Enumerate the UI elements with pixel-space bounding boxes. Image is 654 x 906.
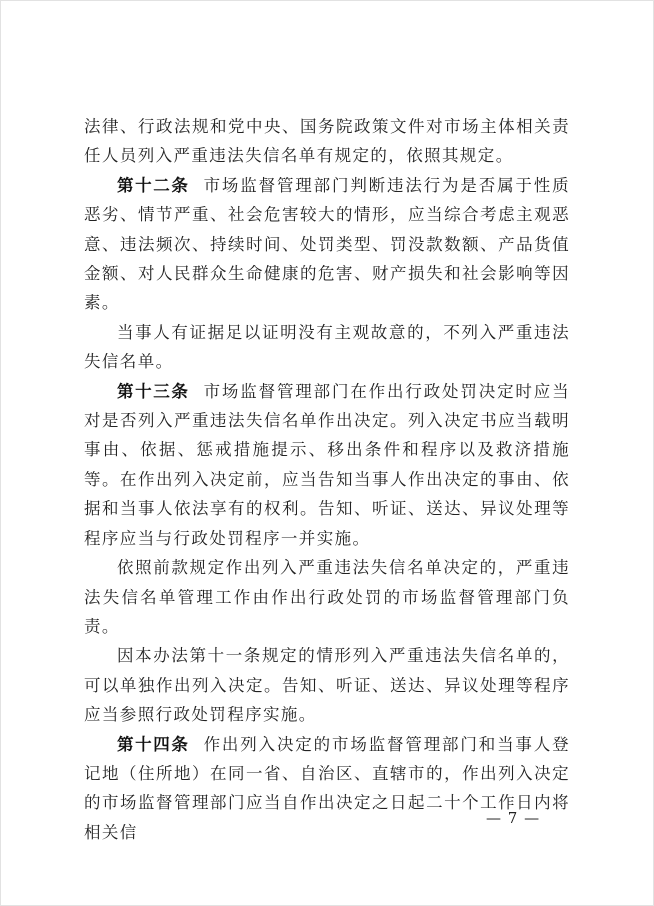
- paragraph-text: 因本办法第十一条规定的情形列入严重违法失信名单的，可以单独作出列入决定。告知、听证、送达、异议处理等程序应当参照行政处罚程序实施。: [84, 646, 570, 725]
- paragraph-1: [84, 112, 570, 171]
- article-label: 第十三条: [117, 381, 190, 401]
- paragraph-text: 法律、行政法规和党中央、国务院政策文件对市场主体相关责任人员列入严重违法失信名单有规定的，依照其规定。: [84, 117, 570, 166]
- paragraph-article-12: [84, 171, 570, 318]
- paragraph-text: 市场监督管理部门判断违法行为是否属于性质恶劣、情节严重、社会危害较大的情形，应当综合考虑主观恶意、违法频次、持续时间、处罚类型、罚没款数额、产品货值金额、对人民群众生命健康的危害、财产损失和社会影响等因素。: [84, 175, 570, 313]
- paragraph-5: [84, 553, 570, 641]
- document-body: [84, 112, 570, 847]
- article-label: 第十四条: [117, 734, 190, 754]
- paragraph-text: 当事人有证据足以证明没有主观故意的，不列入严重违法失信名单。: [84, 322, 570, 372]
- article-label: 第十二条: [117, 175, 190, 195]
- paragraph-article-14: [84, 730, 570, 848]
- paragraph-article-13: [84, 377, 570, 553]
- paragraph-6: [84, 641, 570, 729]
- paragraph-3: [84, 318, 570, 377]
- paragraph-text: 作出列入决定的市场监督管理部门和当事人登记地（住所地）在同一省、自治区、直辖市的，作出列入决定的市场监督管理部门应当自作出决定之日起二十个工作日内将相关信: [84, 734, 570, 842]
- page-number: — 7 —: [486, 809, 541, 827]
- paragraph-text: 市场监督管理部门在作出行政处罚决定时应当对是否列入严重违法失信名单作出决定。列入决定书应当载明事由、依据、惩戒措施提示、移出条件和程序以及救济措施等。在作出列入决定前，应当告知当事人作出决定的事由、依据和当事人依法享有的权利。告知、听证、送达、异议处理等程序应当与行政处罚程序一并实施。: [84, 381, 570, 548]
- paragraph-text: 依照前款规定作出列入严重违法失信名单决定的，严重违法失信名单管理工作由作出行政处罚的市场监督管理部门负责。: [84, 558, 570, 636]
